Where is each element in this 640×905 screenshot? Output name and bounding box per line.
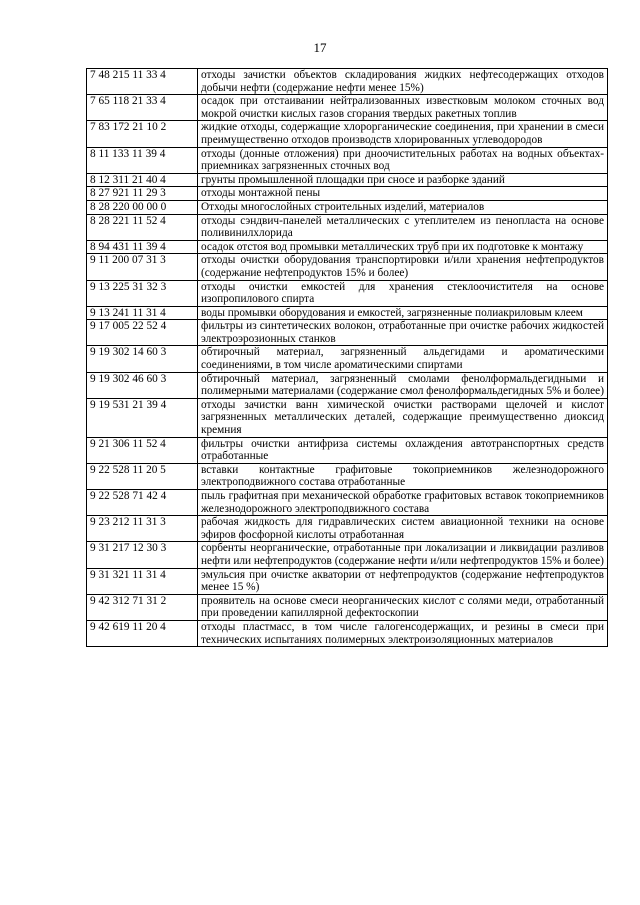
table-row: [87, 147, 608, 173]
table-row: [87, 200, 608, 214]
waste-description-cell: отходы пластмасс, в том числе галогенсодержащих, и резины в смеси при технических испытаниях полимерных электроизоляционных материалов: [198, 620, 608, 646]
waste-description-cell: осадок при отстаивании нейтрализованных известковым молоком сточных вод мокрой очистки кислых газов сгорания твердых ракетных топлив: [198, 95, 608, 121]
waste-code-cell: 9 19 531 21 39 4: [87, 398, 198, 437]
table-row: [87, 372, 608, 398]
waste-description-cell: фильтры из синтетических волокон, отработанные при очистке рабочих жидкостей электроэрозионных станков: [198, 320, 608, 346]
waste-description-cell: Отходы многослойных строительных изделий, материалов: [198, 200, 608, 214]
waste-code-cell: 8 28 221 11 52 4: [87, 214, 198, 240]
table-row: [87, 490, 608, 516]
waste-code-cell: 9 21 306 11 52 4: [87, 437, 198, 463]
table-row: [87, 95, 608, 121]
waste-description-cell: вставки контактные графитовые токоприемников железнодорожного электроподвижного состава отработанные: [198, 463, 608, 489]
table-row: [87, 173, 608, 187]
waste-description-cell: отходы зачистки ванн химической очистки растворами щелочей и кислот загрязненных металлических деталей, содержащие преимущественно диоксид кремния: [198, 398, 608, 437]
waste-description-cell: отходы сэндвич-панелей металлических с утеплителем из пенопласта на основе поливинилхлорида: [198, 214, 608, 240]
table-row: [87, 620, 608, 646]
waste-code-cell: 9 42 619 11 20 4: [87, 620, 198, 646]
waste-description-cell: сорбенты неорганические, отработанные при локализации и ликвидации разливов нефти или нефтепродуктов (содержание нефти и/или нефтепродуктов 15% и более): [198, 542, 608, 568]
waste-description-cell: пыль графитная при механической обработке графитовых вставок токоприемников железнодорожного электроподвижного состава: [198, 490, 608, 516]
waste-description-cell: отходы монтажной пены: [198, 187, 608, 201]
table-row: [87, 463, 608, 489]
waste-code-cell: 9 19 302 14 60 3: [87, 346, 198, 372]
waste-description-cell: воды промывки оборудования и емкостей, загрязненные полиакриловым клеем: [198, 306, 608, 320]
table-row: [87, 398, 608, 437]
waste-description-cell: грунты промышленной площадки при сносе и разборке зданий: [198, 173, 608, 187]
table-row: [87, 121, 608, 147]
waste-description-cell: отходы (донные отложения) при дноочистительных работах на водных объектах-приемниках загрязненных сточных вод: [198, 147, 608, 173]
waste-code-cell: 8 12 311 21 40 4: [87, 173, 198, 187]
table-row: [87, 69, 608, 95]
table-row: [87, 187, 608, 201]
waste-code-cell: 8 27 921 11 29 3: [87, 187, 198, 201]
table-row: [87, 280, 608, 306]
waste-description-cell: обтирочный материал, загрязненный альдегидами и ароматическими соединениями, в том числе ароматическими спиртами: [198, 346, 608, 372]
waste-description-cell: отходы очистки емкостей для хранения стеклоочистителя на основе изопропилового спирта: [198, 280, 608, 306]
page-number: 17: [313, 40, 327, 55]
table-row: [87, 214, 608, 240]
waste-code-cell: 9 31 321 11 31 4: [87, 568, 198, 594]
waste-code-cell: 9 42 312 71 31 2: [87, 594, 198, 620]
waste-description-cell: рабочая жидкость для гидравлических систем авиационной техники на основе эфиров фосфорной кислоты отработанная: [198, 516, 608, 542]
waste-description-cell: обтирочный материал, загрязненный смолами фенолформальдегидными и полимерными материалами (содержание смол фенолформальдегидных 5% и более): [198, 372, 608, 398]
waste-description-cell: эмульсия при очистке акватории от нефтепродуктов (содержание нефтепродуктов менее 15 %): [198, 568, 608, 594]
waste-code-cell: 9 22 528 71 42 4: [87, 490, 198, 516]
waste-code-cell: 7 83 172 21 10 2: [87, 121, 198, 147]
waste-code-cell: 9 23 212 11 31 3: [87, 516, 198, 542]
table-row: [87, 542, 608, 568]
table-row: [87, 594, 608, 620]
waste-description-cell: жидкие отходы, содержащие хлорорганические соединения, при хранении в смеси преимущественно отходов производств хлорированных углеводородов: [198, 121, 608, 147]
table-row: [87, 254, 608, 280]
table-row: [87, 568, 608, 594]
waste-code-cell: 9 13 225 31 32 3: [87, 280, 198, 306]
waste-code-cell: 8 28 220 00 00 0: [87, 200, 198, 214]
table-row: [87, 516, 608, 542]
waste-code-cell: 7 48 215 11 33 4: [87, 69, 198, 95]
waste-description-cell: отходы зачистки объектов складирования жидких нефтесодержащих отходов добычи нефти (содержание нефти менее 15%): [198, 69, 608, 95]
waste-code-cell: 9 13 241 11 31 4: [87, 306, 198, 320]
waste-code-cell: 9 11 200 07 31 3: [87, 254, 198, 280]
waste-code-cell: 8 94 431 11 39 4: [87, 240, 198, 254]
table-row: [87, 346, 608, 372]
table-row: [87, 320, 608, 346]
waste-description-cell: осадок отстоя вод промывки металлических труб при их подготовке к монтажу: [198, 240, 608, 254]
waste-code-cell: 9 31 217 12 30 3: [87, 542, 198, 568]
waste-classification-table: [86, 68, 608, 647]
waste-code-cell: 7 65 118 21 33 4: [87, 95, 198, 121]
table-row: [87, 306, 608, 320]
waste-description-cell: отходы очистки оборудования транспортировки и/или хранения нефтепродуктов (содержание нефтепродуктов 15% и более): [198, 254, 608, 280]
waste-code-cell: 8 11 133 11 39 4: [87, 147, 198, 173]
waste-code-cell: 9 17 005 22 52 4: [87, 320, 198, 346]
table-row: [87, 240, 608, 254]
waste-description-cell: фильтры очистки антифриза системы охлаждения автотранспортных средств отработанные: [198, 437, 608, 463]
waste-description-cell: проявитель на основе смеси неорганических кислот с солями меди, отработанный при проведении капиллярной дефектоскопии: [198, 594, 608, 620]
table-row: [87, 437, 608, 463]
waste-code-cell: 9 19 302 46 60 3: [87, 372, 198, 398]
waste-code-cell: 9 22 528 11 20 5: [87, 463, 198, 489]
